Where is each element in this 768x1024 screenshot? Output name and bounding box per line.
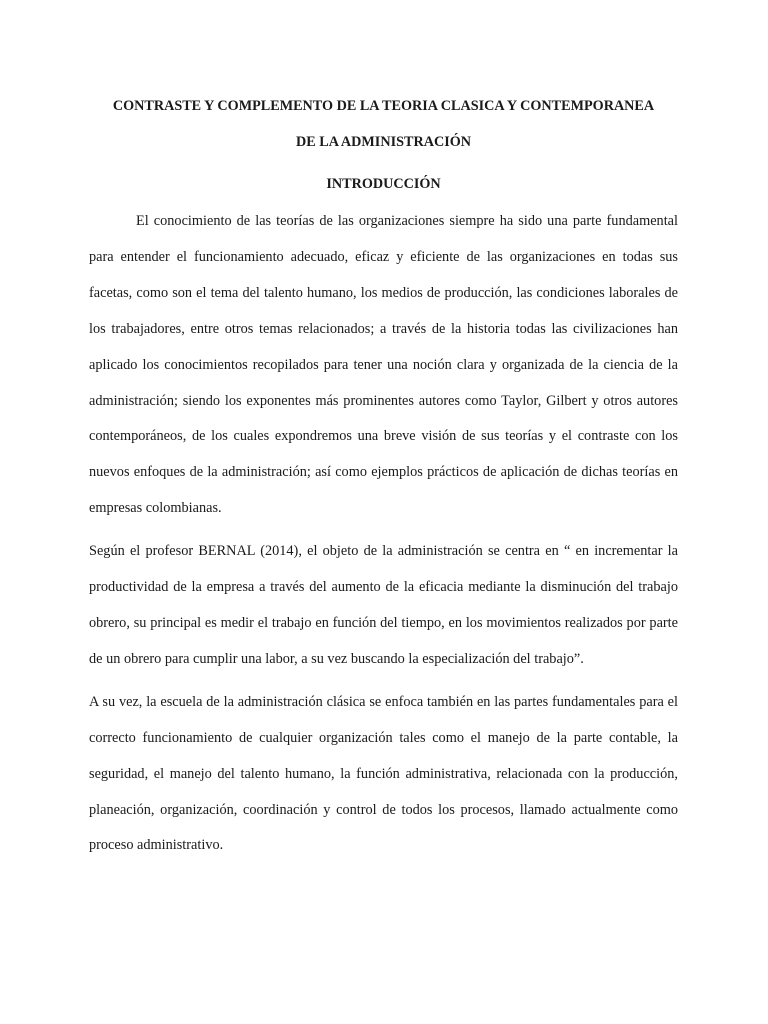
document-title bbox=[89, 88, 678, 160]
paragraph-3: A su vez, la escuela de la administración clásica se enfoca también en las partes fundamentales para el correcto funcionamiento de cualquier organización tales como el manejo de la parte contable, la seguridad, el manejo del talento humano, la función administrativa, relacionada con la producción, planeación, organización, coordinación y control de todos los procesos, llamado actualmente como proceso administrativo. bbox=[89, 693, 678, 854]
section-heading-introduccion: INTRODUCCIÓN bbox=[326, 176, 441, 192]
paragraph-2: Según el profesor BERNAL (2014), el objeto de la administración se centra en “ en incrementar la productividad de la empresa a través del aumento de la eficacia mediante la disminución del trabajo obrero, su principal es medir el trabajo en función del tiempo, en los movimientos realizados por parte de un obrero para cumplir una labor, a su vez buscando la especialización del trabajo”. bbox=[89, 543, 678, 667]
paragraph-1: El conocimiento de las teorías de las organizaciones siempre ha sido una parte fundamental para entender el funcionamiento adecuado, eficaz y eficiente de las organizaciones en todas sus facetas, como son el tema del talento humano, los medios de producción, las condiciones laborales de los trabajadores, entre otros temas relacionados; a través de la historia todas las civilizaciones han aplicado los conocimientos recopilados para tener una noción clara y organizada de la ciencia de la administración; siendo los exponentes más prominentes autores como Taylor, Gilbert y otros autores contemporáneos, de los cuales expondremos una breve visión de sus teorías y el contraste con los nuevos enfoques de la administración; así como ejemplos prácticos de aplicación de dichas teorías en empresas colombianas. bbox=[89, 213, 678, 517]
title-line-1: CONTRASTE Y COMPLEMENTO DE LA TEORIA CLASICA Y CONTEMPORANEA bbox=[112, 98, 655, 114]
title-line-2: DE LA ADMINISTRACIÓN bbox=[295, 134, 471, 150]
document-body bbox=[89, 88, 678, 864]
